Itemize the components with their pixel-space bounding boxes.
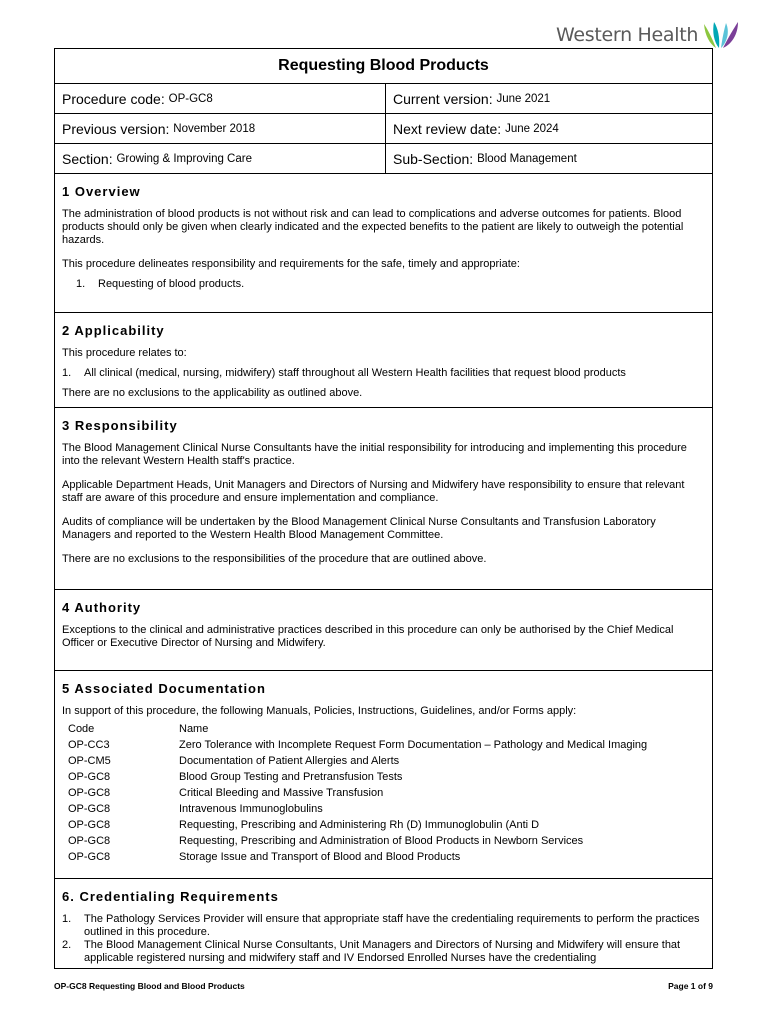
doc-code: OP-GC8	[68, 787, 111, 799]
doc-name: Storage Issue and Transport of Blood and Blood Products	[179, 851, 461, 863]
document-title: Requesting Blood Products	[55, 49, 712, 84]
list-item-number: 1.	[62, 367, 72, 379]
doc-code: OP-GC8	[68, 803, 111, 815]
list-item	[62, 278, 705, 291]
doc-name: Requesting, Prescribing and Administration of Blood Products in Newborn Services	[179, 835, 584, 847]
associated-intro: In support of this procedure, the following Manuals, Policies, Instructions, Guidelines, and/or Forms apply:	[62, 705, 577, 717]
next-review-label: Next review date:	[393, 120, 502, 137]
column-header-name: Name	[179, 723, 209, 735]
table-row	[68, 753, 647, 769]
page-footer	[54, 981, 713, 991]
table-row	[68, 737, 647, 753]
next-review-value: June 2024	[505, 122, 559, 135]
doc-name: Critical Bleeding and Massive Transfusion	[179, 787, 384, 799]
authority-heading: 4 Authority	[62, 600, 142, 615]
applicability-paragraph-2: There are no exclusions to the applicability as outlined above.	[62, 387, 363, 399]
table-header-row	[68, 721, 647, 737]
overview-paragraph-2: This procedure delineates responsibility and requirements for the safe, timely and appropriate:	[62, 258, 520, 270]
section-cell	[55, 144, 386, 173]
meta-row-codes	[55, 84, 712, 114]
doc-name: Intravenous Immunoglobulins	[179, 803, 323, 815]
list-item	[62, 367, 705, 380]
procedure-code-value: OP-GC8	[168, 92, 213, 105]
subsection-label: Sub-Section:	[393, 150, 474, 167]
column-header-code: Code	[68, 723, 95, 735]
table-row	[68, 801, 647, 817]
doc-name: Documentation of Patient Allergies and Alerts	[179, 755, 400, 767]
responsibility-paragraph-3: Audits of compliance will be undertaken by the Blood Management Clinical Nurse Consultants and Transfusion Laboratory Managers and reported to the Western Health Blood Management Committee.	[62, 516, 656, 541]
meta-row-versions	[55, 114, 712, 144]
page-number: Page 1 of 9	[668, 981, 713, 991]
footer-document-title: OP-GC8 Requesting Blood and Blood Products	[54, 981, 245, 991]
doc-code: OP-GC8	[68, 819, 111, 831]
previous-version-label: Previous version:	[62, 120, 170, 137]
table-row	[68, 833, 647, 849]
associated-heading: 5 Associated Documentation	[62, 681, 266, 696]
doc-code: OP-CM5	[68, 755, 111, 767]
list-item	[62, 913, 705, 939]
section-credentialing	[55, 879, 712, 965]
doc-name: Requesting, Prescribing and Administering Rh (D) Immunoglobulin (Anti D	[179, 819, 540, 831]
list-item-number: 1.	[76, 278, 86, 290]
subsection-cell	[386, 144, 712, 173]
procedure-document	[54, 48, 713, 969]
list-item-text: All clinical (medical, nursing, midwifery) staff throughout all Western Health facilities that request blood products	[84, 367, 626, 379]
applicability-heading: 2 Applicability	[62, 323, 165, 338]
table-row	[68, 849, 647, 865]
current-version-cell	[386, 84, 712, 113]
previous-version-value: November 2018	[173, 122, 256, 135]
doc-code: OP-GC8	[68, 835, 111, 847]
responsibility-paragraph-4: There are no exclusions to the responsibilities of the procedure that are outlined above.	[62, 553, 487, 565]
procedure-code-cell	[55, 84, 386, 113]
section-responsibility	[55, 408, 712, 590]
list-item	[62, 939, 705, 965]
logo-text: Western Health	[556, 24, 699, 46]
section-authority	[55, 590, 712, 671]
section-value: Growing & Improving Care	[116, 152, 252, 165]
section-overview	[55, 174, 712, 313]
meta-row-sections	[55, 144, 712, 174]
responsibility-heading: 3 Responsibility	[62, 418, 178, 433]
responsibility-paragraph-2: Applicable Department Heads, Unit Managers and Directors of Nursing and Midwifery have responsibility to ensure that relevant staff are aware of this procedure and ensure implementation and compliance.	[62, 479, 685, 504]
doc-code: OP-GC8	[68, 851, 111, 863]
overview-paragraph-1: The administration of blood products is not without risk and can lead to complications and adverse outcomes for patients. Blood products should only be given when clearly indicated and the expected benefits to the patient are likely to outweigh the potential hazards.	[62, 208, 684, 246]
doc-name: Blood Group Testing and Pretransfusion Tests	[179, 771, 403, 783]
procedure-code-label: Procedure code:	[62, 90, 165, 107]
table-row	[68, 817, 647, 833]
list-item-number: 1.	[62, 913, 72, 925]
overview-heading: 1 Overview	[62, 184, 141, 199]
authority-paragraph-1: Exceptions to the clinical and administrative practices described in this procedure can only be authorised by the Chief Medical Officer or Executive Director of Nursing and Midwifery.	[62, 624, 674, 649]
leaf-logo-icon	[702, 20, 740, 50]
subsection-value: Blood Management	[477, 152, 577, 165]
western-health-logo	[556, 18, 740, 52]
credentialing-heading: 6. Credentialing Requirements	[62, 889, 279, 904]
current-version-label: Current version:	[393, 90, 493, 107]
applicability-paragraph-1: This procedure relates to:	[62, 347, 187, 359]
section-label: Section:	[62, 150, 113, 167]
table-row	[68, 785, 647, 801]
next-review-cell	[386, 114, 712, 143]
section-applicability	[55, 313, 712, 408]
doc-code: OP-CC3	[68, 739, 110, 751]
responsibility-paragraph-1: The Blood Management Clinical Nurse Consultants have the initial responsibility for introducing and implementing this procedure into the relevant Western Health staff's practice.	[62, 442, 687, 467]
table-row	[68, 769, 647, 785]
previous-version-cell	[55, 114, 386, 143]
doc-code: OP-GC8	[68, 771, 111, 783]
current-version-value: June 2021	[496, 92, 551, 105]
doc-name: Zero Tolerance with Incomplete Request Form Documentation – Pathology and Medical Imaging	[179, 739, 648, 751]
list-item-text: The Blood Management Clinical Nurse Consultants, Unit Managers and Directors of Nursing and Midwifery will ensure that applicable registered nursing and midwifery staff and IV Endorsed Enrolled Nurses have the credentialing	[84, 939, 681, 964]
list-item-text: The Pathology Services Provider will ensure that appropriate staff have the credentialing requirements to perform the practices outlined in this procedure.	[84, 913, 700, 938]
documentation-table	[68, 721, 647, 865]
list-item-number: 2.	[62, 939, 72, 951]
section-associated-documentation	[55, 671, 712, 879]
list-item-text: Requesting of blood products.	[98, 278, 245, 290]
